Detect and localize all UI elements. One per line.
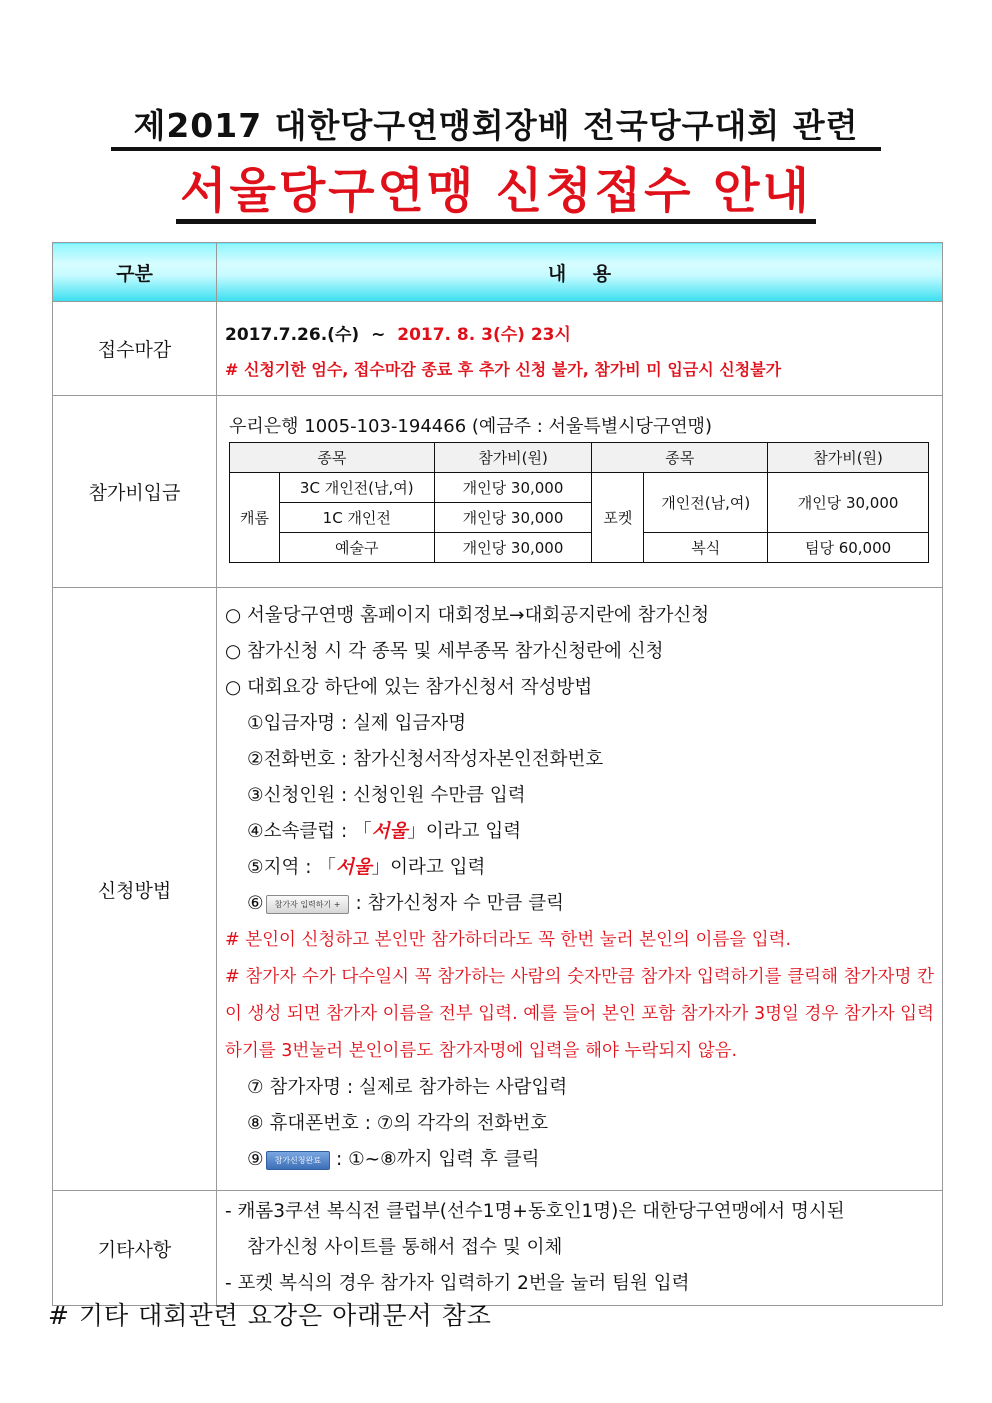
fee-header-fee: 참가비(원) — [434, 443, 592, 473]
fee-row — [53, 396, 943, 588]
deadline-start: 2017.7.26.(수) — [225, 324, 360, 345]
pocket-fee: 팀당 60,000 — [768, 533, 929, 563]
carom-fee: 개인당 30,000 — [434, 533, 592, 563]
fee-table — [229, 442, 929, 563]
fee-table-row — [230, 533, 929, 563]
red-note-1: # 본인이 신청하고 본인만 참가하더라도 꼭 한번 눌러 본인의 이름을 입력. — [225, 930, 792, 950]
complete-application-button[interactable]: 참가신청완료 — [266, 1151, 330, 1170]
footer-note: # 기타 대회관련 요강은 아래문서 참조 — [48, 1301, 492, 1330]
deadline-tilde: ~ — [371, 324, 386, 345]
method-line: ○ 참가신청 시 각 종목 및 세부종목 참가신청란에 신청 — [225, 641, 664, 662]
pocket-group: 포켓 — [592, 473, 644, 563]
method-line: ○ 서울당구연맹 홈페이지 대회정보→대회공지란에 참가신청 — [225, 605, 710, 626]
fee-label: 참가비입금 — [53, 396, 217, 588]
carom-fee: 개인당 30,000 — [434, 503, 592, 533]
document-title: 제2017 대한당구연맹회장배 전국당구대회 관련 — [0, 100, 992, 147]
deadline-row — [53, 302, 943, 396]
notice-table — [52, 242, 943, 1306]
method-step-complete — [225, 1142, 934, 1178]
document-subtitle: 서울당구연맹 신청접수 안내 — [0, 152, 992, 221]
method-step: ⑦ 참가자명 : 실제로 참가하는 사람입력 — [247, 1077, 568, 1098]
carom-event: 3C 개인전(남,여) — [279, 473, 434, 503]
step-text: ⑤지역 : 「 — [247, 857, 336, 878]
etc-line: - 포켓 복식의 경우 참가자 입력하기 2번을 눌러 팀원 입력 — [225, 1273, 690, 1294]
deadline-notice: # 신청기한 엄수, 접수마감 종료 후 추가 신청 불가, 참가비 미 입금시 신청불가 — [225, 359, 782, 379]
method-row — [53, 588, 943, 1191]
red-note-2: # 참가자 수가 다수일시 꼭 참가하는 사람의 숫자만큼 참가자 입력하기를 클릭해 참가자명 칸이 생성 되면 참가자 이름을 전부 입력. 예를 들어 본인 포함 참가자가 3명일 경우 참가자 입력하기를 3번눌러 본인이름도 참가자명에 입력을 해야 누락되지 않음. — [225, 967, 934, 1061]
method-label: 신청방법 — [53, 588, 217, 1191]
fee-header-event-2: 종목 — [592, 443, 768, 473]
etc-label: 기타사항 — [53, 1191, 217, 1306]
step-text: ④소속클럽 : 「 — [247, 821, 372, 842]
header-category: 구분 — [53, 243, 217, 302]
deadline-end: 2017. 8. 3(수) 23시 — [397, 324, 571, 345]
deadline-dates — [225, 320, 934, 345]
carom-fee: 개인당 30,000 — [434, 473, 592, 503]
pocket-event: 개인전(남,여) — [644, 473, 768, 533]
etc-line: 참가신청 사이트를 통해서 접수 및 이체 — [247, 1237, 563, 1258]
method-step: ③신청인원 : 신청인원 수만큼 입력 — [247, 785, 526, 806]
etc-row — [53, 1191, 943, 1306]
step-text: 」이라고 입력 — [371, 857, 486, 878]
seoul-emphasis: 서울 — [371, 821, 408, 842]
step-text: : 참가신청자 수 만큼 클릭 — [355, 893, 564, 914]
pocket-fee: 개인당 30,000 — [768, 473, 929, 533]
carom-event: 예술구 — [279, 533, 434, 563]
method-step-club — [225, 814, 934, 850]
fee-table-header — [230, 443, 929, 473]
header-content: 내 용 — [217, 243, 943, 302]
table-header-row — [53, 243, 943, 302]
fee-header-fee-2: 참가비(원) — [768, 443, 929, 473]
step-text: : ①~⑧까지 입력 후 클릭 — [335, 1149, 540, 1170]
method-step: ⑧ 휴대폰번호 : ⑦의 각각의 전화번호 — [247, 1113, 549, 1134]
step-number: ⑥ — [247, 893, 264, 914]
fee-header-event: 종목 — [230, 443, 435, 473]
method-step-add — [225, 886, 934, 922]
deadline-label: 접수마감 — [53, 302, 217, 396]
method-line: ○ 대회요강 하단에 있는 참가신청서 작성방법 — [225, 677, 593, 698]
etc-line: - 캐롬3쿠션 복식전 클럽부(선수1명+동호인1명)은 대한당구연맹에서 명시된 — [225, 1201, 845, 1222]
carom-event: 1C 개인전 — [279, 503, 434, 533]
carom-group: 캐롬 — [230, 473, 280, 563]
add-participant-button[interactable]: 참가자 입력하기 + — [266, 895, 350, 914]
method-step: ②전화번호 : 참가신청서작성자본인전화번호 — [247, 749, 604, 770]
fee-table-row — [230, 473, 929, 503]
pocket-event: 복식 — [644, 533, 768, 563]
method-step-region — [225, 850, 934, 886]
step-text: 」이라고 입력 — [407, 821, 522, 842]
seoul-emphasis: 서울 — [335, 857, 372, 878]
step-number: ⑨ — [247, 1149, 264, 1170]
method-step: ①입금자명 : 실제 입금자명 — [247, 713, 467, 734]
bank-account: 우리은행 1005-103-194466 (예금주 : 서울특별시당구연맹) — [229, 416, 713, 437]
